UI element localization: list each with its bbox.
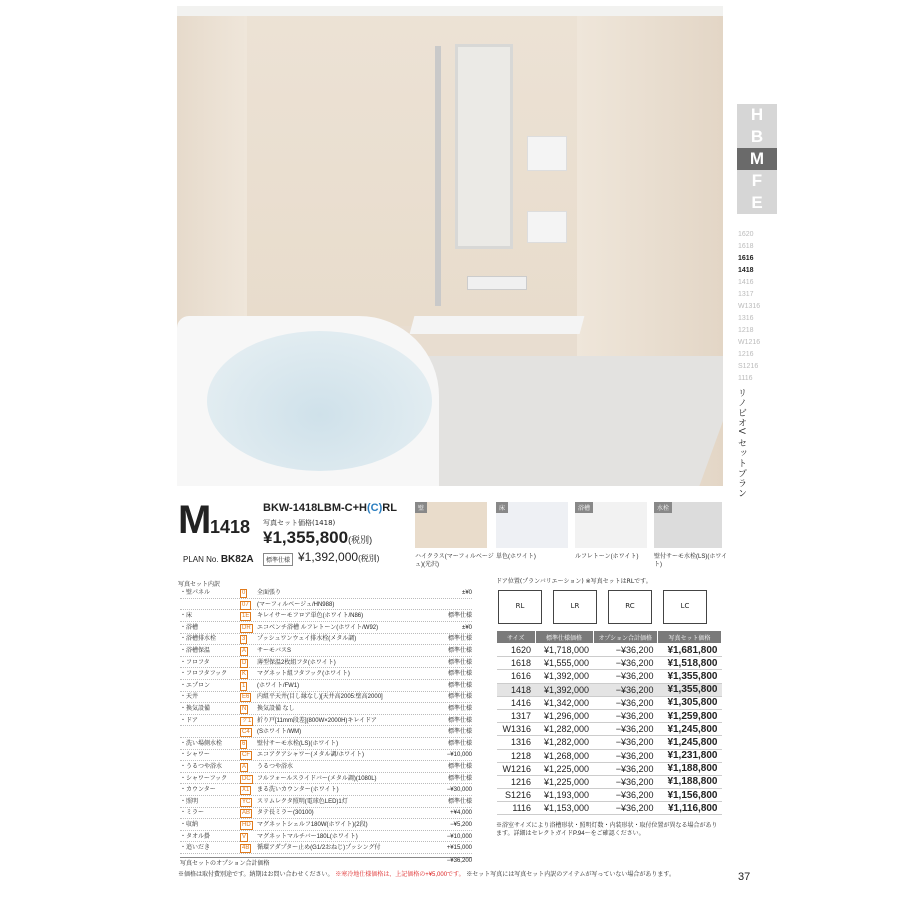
table-row [497, 736, 722, 749]
table-row [497, 723, 722, 736]
table-cell: ¥1,188,800 [658, 775, 722, 788]
table-cell: −¥36,200 [593, 749, 657, 762]
spec-n: ・壁パネル [180, 590, 211, 596]
swatch-label: 水栓 [654, 502, 672, 513]
spec-p: −¥30,000 [446, 787, 472, 794]
spec-d: タテ長ミラー(30100) [257, 810, 314, 817]
table-cell: ¥1,282,000 [535, 723, 593, 736]
side-size: 1317 [738, 291, 754, 298]
side-size: 1618 [738, 243, 754, 250]
spec-p: 標準仕様 [447, 613, 472, 620]
price-table [496, 630, 722, 815]
spec-d: エコベンチ浴槽 ルフレトーン(ホワイト/W92) [257, 624, 379, 631]
spec-n: ・追いだき [180, 845, 211, 852]
table-cell: ¥1,718,000 [535, 644, 593, 657]
spec-row [180, 727, 472, 738]
spec-n: ・フロフタフック [180, 671, 228, 678]
spec-row [180, 797, 472, 808]
side-size: 1218 [738, 327, 754, 334]
table-cell: ¥1,116,800 [658, 802, 722, 815]
spec-row [180, 600, 472, 611]
table-cell: −¥36,200 [593, 762, 657, 775]
table-cell: −¥36,200 [593, 709, 657, 722]
spec-p: 標準仕様 [447, 682, 472, 689]
spec-p: 標準仕様 [447, 729, 472, 736]
spec-row [180, 658, 472, 669]
model-number: 1418 [210, 517, 251, 537]
spec-k: D [242, 659, 247, 666]
spec-p: −¥5,200 [450, 822, 472, 828]
spec-k: K [242, 671, 247, 678]
spec-n: ・浴槽保温 [180, 648, 211, 654]
spec-p: +¥15,000 [446, 845, 472, 852]
table-row [497, 657, 722, 670]
table-row [497, 775, 722, 788]
spec-n: ・収納 [180, 822, 199, 828]
series-tab-b: B [737, 126, 777, 148]
product-code: BKW-1418LBM-C+H(C)RL [263, 502, 397, 514]
standard-badge: 標準仕様 [263, 553, 293, 566]
spec-row [180, 820, 472, 831]
side-size: 1416 [738, 279, 754, 286]
table-cell: ¥1,555,000 [535, 657, 593, 670]
table-cell: ¥1,392,000 [535, 670, 593, 683]
spec-row [180, 716, 472, 727]
table-cell: W1316 [497, 723, 536, 736]
spec-p: ±¥0 [462, 624, 472, 631]
table-cell: S1216 [497, 789, 536, 802]
spec-p: 標準仕様 [447, 648, 472, 654]
table-cell: ¥1,296,000 [535, 709, 593, 722]
spec-d: まる洗いカウンター(ホワイト) [257, 787, 339, 794]
side-size: 1216 [738, 351, 754, 358]
set-price-label: 写真セット価格(1418) [263, 519, 336, 527]
spec-row [180, 704, 472, 715]
spec-d: 内組平天井(目し縁なし)[天井高2005:壁高2000] [257, 694, 383, 701]
swatch-3 [654, 502, 722, 548]
spec-row [180, 785, 472, 796]
spec-k: X1 [242, 787, 250, 794]
spec-p: 標準仕様 [447, 740, 472, 747]
spec-k: 3 [242, 636, 246, 643]
spec-n: ・タオル掛 [180, 833, 211, 840]
spec-d: マグネットシェルフ180W(ホワイト)(2段) [257, 822, 368, 828]
spec-p: 標準仕様 [447, 636, 472, 643]
table-cell: ¥1,342,000 [535, 696, 593, 709]
table-cell: −¥36,200 [593, 736, 657, 749]
spec-p: 標準仕様 [447, 659, 472, 666]
table-cell: ¥1,392,000 [535, 683, 593, 696]
table-cell: −¥36,200 [593, 683, 657, 696]
spec-k: 1 [242, 682, 246, 689]
table-cell: ¥1,156,800 [658, 789, 722, 802]
table-cell: ¥1,225,000 [535, 762, 593, 775]
series-tab-e: E [737, 192, 777, 214]
side-size-list [738, 229, 760, 385]
spec-row [180, 623, 472, 634]
spec-p: 標準仕様 [447, 706, 472, 712]
table-cell: −¥36,200 [593, 670, 657, 683]
table-row [497, 683, 722, 696]
swatch-caption: 単色(ホワイト) [496, 554, 536, 560]
swatch-2 [575, 502, 647, 548]
spec-p: −¥10,000 [446, 752, 472, 759]
spec-d: スリムレクタ照明(電球色LED)1灯 [257, 798, 348, 805]
series-tabs [737, 104, 777, 214]
table-row [497, 644, 722, 657]
swatch-label: 床 [496, 502, 508, 513]
series-tab-h: H [737, 104, 777, 126]
spec-row [180, 681, 472, 692]
side-size: S1216 [738, 363, 759, 370]
spec-row [180, 774, 472, 785]
spec-k: AB [242, 810, 251, 817]
table-cell: ¥1,518,800 [658, 657, 722, 670]
table-cell: ¥1,193,000 [535, 789, 593, 802]
spec-p: 標準仕様 [447, 798, 472, 805]
spec-k: ケ1 [242, 717, 252, 724]
swatch-caption: ハイクラス(マーフィルベージュ)(光沢) [415, 554, 494, 568]
spec-n: ・洗い場側水栓 [180, 740, 223, 747]
spec-row [180, 832, 472, 843]
spec-p: +¥4,000 [450, 810, 472, 817]
spec-d: 折り戸[11mm段差](800W×2000H)キレイドア [257, 717, 377, 724]
table-cell: ¥1,231,800 [658, 749, 722, 762]
table-note: ※浴室サイズにより浴槽形状・照明灯数・内装形状・取付位置が異なる場合があります。詳細はセレクトガイドP.94～をご確認ください。 [496, 823, 718, 837]
spec-d: マグネット組フタフック(ホワイト) [257, 671, 350, 678]
table-cell: −¥36,200 [593, 789, 657, 802]
door-lr: LR [553, 590, 597, 624]
spec-n: ・浴槽 [180, 624, 199, 631]
footer-notes: ※価格は取付費別途です。納期はお問い合わせください。 ※寒冷地仕様価格は、上記価格の+¥5,000です。 ※セット写真には写真セット内訳のアイテムが写っていない場合があります。 [178, 872, 675, 878]
spec-k: C4 [242, 729, 250, 736]
spec-d: (ホワイト/FW1) [257, 682, 300, 689]
table-cell: ¥1,305,800 [658, 696, 722, 709]
spec-k: DR [242, 624, 251, 631]
door-header: ドア位置(プランバリエーション) ※写真セットはRLです。 [496, 578, 652, 585]
spec-d: (マーフィルベージュ/HN988) [257, 601, 335, 608]
table-cell: −¥36,200 [593, 723, 657, 736]
table-row [497, 709, 722, 722]
spec-d: プッシュワンウェイ排水栓(メタル調) [257, 636, 357, 643]
spec-n: ・床 [180, 613, 193, 620]
side-size: W1316 [738, 303, 761, 310]
spec-k: 07 [242, 601, 249, 608]
table-cell: 1216 [497, 775, 536, 788]
table-header: 標準仕様価格 [535, 631, 593, 644]
spec-n: ・シャワーフック [180, 775, 228, 782]
spec-d: 全面張り [257, 590, 282, 596]
spec-n: ・エプロン [180, 682, 211, 689]
spec-d: 薄型保温2枚組フタ(ホワイト) [257, 659, 336, 666]
swatch-1 [496, 502, 568, 548]
spec-n: ・カウンター [180, 787, 216, 794]
table-cell: ¥1,355,800 [658, 683, 722, 696]
side-size: W1216 [738, 339, 761, 346]
option-total: 写真セットのオプション合計価格 −¥36,200 [180, 858, 472, 867]
swatch-caption: 壁付サーモ水栓(LS)(ホワイト) [654, 554, 728, 568]
table-cell: −¥36,200 [593, 802, 657, 815]
table-cell: 1218 [497, 749, 536, 762]
spec-d: うるつや浴水 [257, 764, 293, 770]
spec-k: 4B [242, 845, 250, 852]
table-cell: 1620 [497, 644, 536, 657]
series-tab-m: M [737, 148, 777, 170]
side-size: 1116 [738, 375, 753, 382]
swatch-label: 浴槽 [575, 502, 593, 513]
spec-row [180, 611, 472, 622]
series-tab-f: F [737, 170, 777, 192]
table-cell: 1116 [497, 802, 536, 815]
table-cell: ¥1,259,800 [658, 709, 722, 722]
spec-n: ・フロフタ [180, 659, 210, 666]
table-cell: ¥1,188,800 [658, 762, 722, 775]
table-cell: 1317 [497, 709, 536, 722]
spec-d: フルフォールスライドバー(メタル調)(1080L) [257, 775, 377, 782]
spec-p: 標準仕様 [447, 717, 472, 724]
spec-k: 1E [242, 613, 250, 620]
table-cell: 1416 [497, 696, 536, 709]
table-header: 写真セット価格 [658, 631, 722, 644]
set-price: ¥1,355,800(税別) [263, 528, 373, 547]
door-lc: LC [663, 590, 707, 624]
spec-k: HD [242, 822, 251, 828]
spec-row [180, 588, 472, 599]
table-cell: ¥1,153,000 [535, 802, 593, 815]
spec-d: (Sホワイト/WM) [257, 729, 302, 736]
model-letter: M [178, 498, 212, 542]
spec-k: A [242, 764, 247, 770]
table-row [497, 696, 722, 709]
spec-row [180, 808, 472, 819]
plan-no: PLAN No. BK82A [183, 554, 254, 565]
spec-n: ・うるつや浴水 [180, 764, 222, 770]
spec-p: 標準仕様 [447, 775, 472, 782]
side-size: 1316 [738, 315, 754, 322]
spec-k: YC [242, 798, 251, 805]
table-cell: ¥1,245,800 [658, 736, 722, 749]
spec-p: ±¥0 [462, 590, 472, 596]
swatch-0 [415, 502, 487, 548]
table-header: オプション合計価格 [593, 631, 657, 644]
table-cell: ¥1,282,000 [535, 736, 593, 749]
spec-p: −¥10,000 [446, 833, 472, 840]
table-row [497, 749, 722, 762]
spec-p: 標準仕様 [447, 694, 472, 701]
spec-n: ・換気設備 [180, 706, 211, 712]
spec-n: ・ミラー [180, 810, 205, 817]
spec-k: CF [242, 752, 250, 759]
spec-row [180, 843, 472, 854]
spec-k: 0 [242, 590, 246, 596]
spec-k: A [242, 648, 247, 654]
spec-row [180, 646, 472, 657]
table-cell: 1616 [497, 670, 536, 683]
table-cell: −¥36,200 [593, 775, 657, 788]
spec-k: V [242, 833, 247, 840]
table-cell: ¥1,681,800 [658, 644, 722, 657]
spec-n: ・浴槽排水栓 [180, 636, 217, 643]
vertical-title: リノビオV セットプラン [737, 388, 747, 499]
side-size: 1418 [738, 267, 754, 274]
table-cell: 1618 [497, 657, 536, 670]
table-cell: ¥1,225,000 [535, 775, 593, 788]
table-cell: ¥1,355,800 [658, 670, 722, 683]
side-size: 1616 [738, 255, 754, 262]
table-cell: −¥36,200 [593, 644, 657, 657]
door-rl: RL [498, 590, 542, 624]
table-row [497, 802, 722, 815]
spec-row [180, 692, 472, 703]
spec-d: サーモバスS [257, 648, 292, 654]
spec-row [180, 762, 472, 773]
standard-price: ¥1,392,000(税別) [298, 550, 380, 564]
table-row [497, 789, 722, 802]
swatch-caption: ルフレトーン(ホワイト) [575, 554, 639, 560]
spec-row [180, 750, 472, 761]
table-row [497, 670, 722, 683]
spec-p: 標準仕様 [447, 764, 472, 770]
spec-n: ・ドア [180, 717, 198, 724]
spec-k: 6 [242, 740, 246, 747]
spec-row [180, 739, 472, 750]
spec-n: ・照明 [180, 798, 199, 805]
swatch-label: 壁 [415, 502, 427, 513]
door-rc: RC [608, 590, 652, 624]
page-number: 37 [738, 871, 751, 883]
table-cell: −¥36,200 [593, 696, 657, 709]
table-cell: 1316 [497, 736, 536, 749]
spec-p: 標準仕様 [447, 671, 472, 678]
spec-n: ・天井 [180, 694, 199, 701]
spec-header: 写真セット内訳 [178, 581, 221, 588]
spec-d: 壁付サーモ水栓(LS)(ホワイト) [257, 740, 339, 747]
table-cell: W1216 [497, 762, 536, 775]
spec-d: キレイサーモフロア単色(ホワイト/N86) [257, 613, 364, 620]
bathroom-photo [177, 6, 723, 486]
spec-n: ・シャワー [180, 752, 210, 759]
table-cell: ¥1,245,800 [658, 723, 722, 736]
table-header: サイズ [497, 631, 536, 644]
spec-d: エコアクアシャワー(メタル調/ホワイト) [257, 752, 364, 759]
table-cell: ¥1,268,000 [535, 749, 593, 762]
spec-d: マグネットマルチバー180L(ホワイト) [257, 833, 358, 840]
spec-d: 換気設備 なし [257, 706, 295, 712]
spec-d: 循環アダプター止め(G1/2おねじ)プッシング付 [257, 845, 381, 852]
table-cell: −¥36,200 [593, 657, 657, 670]
spec-k: N [242, 706, 247, 712]
spec-row [180, 669, 472, 680]
mirror [455, 44, 513, 249]
spec-k: DC [242, 775, 251, 782]
table-row [497, 762, 722, 775]
spec-row [180, 634, 472, 645]
table-cell: 1418 [497, 683, 536, 696]
spec-k: E6 [242, 694, 250, 701]
side-size: 1620 [738, 231, 754, 238]
